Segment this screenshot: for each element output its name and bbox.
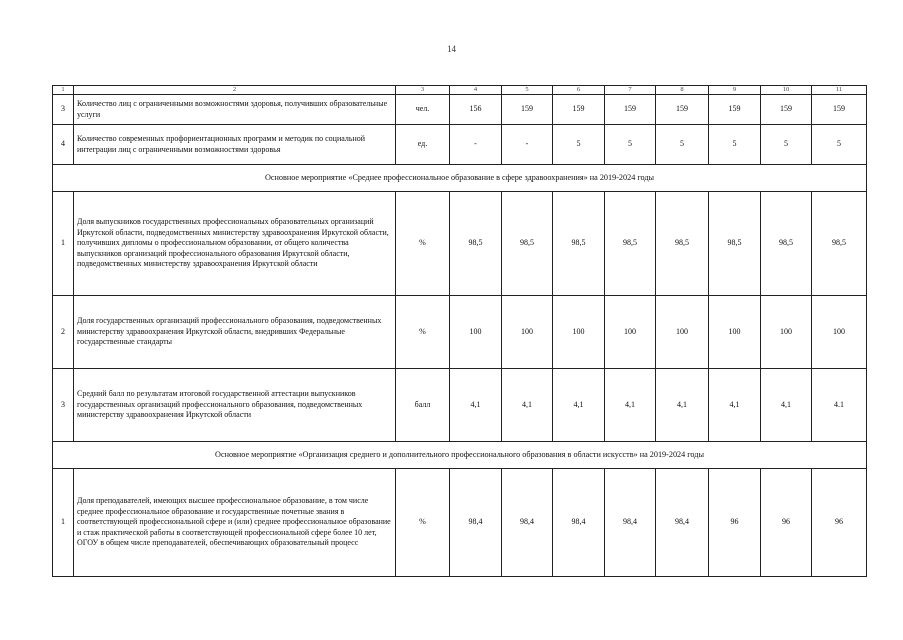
row-number: 1	[53, 192, 74, 296]
value-cell: 4,1	[553, 369, 605, 442]
section-row	[53, 165, 867, 192]
value-cell: 159	[553, 95, 605, 125]
value-cell: 100	[605, 296, 656, 369]
unit-cell: ед.	[396, 125, 450, 165]
table-row	[53, 192, 867, 296]
value-cell: 98,4	[553, 469, 605, 577]
section-row	[53, 442, 867, 469]
value-cell: 5	[812, 125, 867, 165]
value-cell: 100	[761, 296, 812, 369]
value-cell: 4,1	[709, 369, 761, 442]
value-cell: 4,1	[502, 369, 553, 442]
value-cell: 100	[553, 296, 605, 369]
indicator-name: Средний балл по результатам итоговой государственной аттестации выпускников государственных организаций профессионального образования, подведомственных министерству здравоохранения Иркутской области	[74, 369, 396, 442]
table-row	[53, 296, 867, 369]
value-cell: 98,5	[656, 192, 709, 296]
unit-cell: %	[396, 469, 450, 577]
indicator-name: Количество современных профориентационных программ и методик по социальной интеграции лиц с ограниченными возможностями здоровья	[74, 125, 396, 165]
column-number-row	[53, 86, 867, 95]
table-row	[53, 125, 867, 165]
value-cell: 98,5	[709, 192, 761, 296]
table-row	[53, 469, 867, 577]
value-cell: 4,1	[450, 369, 502, 442]
value-cell: 5	[553, 125, 605, 165]
unit-cell: %	[396, 192, 450, 296]
column-number: 4	[450, 86, 502, 95]
value-cell: 98,5	[812, 192, 867, 296]
row-number: 2	[53, 296, 74, 369]
value-cell: 96	[709, 469, 761, 577]
value-cell: 4,1	[656, 369, 709, 442]
value-cell: 156	[450, 95, 502, 125]
column-number: 6	[553, 86, 605, 95]
value-cell: -	[502, 125, 553, 165]
table-row	[53, 95, 867, 125]
value-cell: 96	[761, 469, 812, 577]
value-cell: 98,5	[761, 192, 812, 296]
row-number: 3	[53, 369, 74, 442]
section-title: Основное мероприятие «Среднее профессиональное образование в сфере здравоохранения» на 2019-2024 годы	[53, 165, 867, 192]
value-cell: 100	[450, 296, 502, 369]
indicator-name: Доля государственных организаций профессионального образования, подведомственных министерству здравоохранения Иркутской области, внедривших Федеральные государственные стандарты	[74, 296, 396, 369]
column-number: 10	[761, 86, 812, 95]
value-cell: 5	[605, 125, 656, 165]
value-cell: 98,4	[502, 469, 553, 577]
page-number: 14	[447, 44, 456, 54]
table-row	[53, 369, 867, 442]
unit-cell: %	[396, 296, 450, 369]
value-cell: 159	[502, 95, 553, 125]
column-number: 2	[74, 86, 396, 95]
row-number: 3	[53, 95, 74, 125]
unit-cell: балл	[396, 369, 450, 442]
column-number: 7	[605, 86, 656, 95]
value-cell: 100	[502, 296, 553, 369]
row-number: 1	[53, 469, 74, 577]
unit-cell: чел.	[396, 95, 450, 125]
value-cell: 159	[709, 95, 761, 125]
row-number: 4	[53, 125, 74, 165]
value-cell: 100	[656, 296, 709, 369]
value-cell: 4.1	[812, 369, 867, 442]
value-cell: 100	[709, 296, 761, 369]
value-cell: 4,1	[761, 369, 812, 442]
column-number: 8	[656, 86, 709, 95]
column-number: 9	[709, 86, 761, 95]
column-number: 3	[396, 86, 450, 95]
value-cell: 159	[656, 95, 709, 125]
value-cell: 98,4	[605, 469, 656, 577]
value-cell: 5	[761, 125, 812, 165]
value-cell: 5	[656, 125, 709, 165]
value-cell: 98,5	[605, 192, 656, 296]
value-cell: 4,1	[605, 369, 656, 442]
value-cell: -	[450, 125, 502, 165]
value-cell: 98,5	[450, 192, 502, 296]
value-cell: 98,4	[656, 469, 709, 577]
indicators-table	[52, 85, 867, 577]
column-number: 5	[502, 86, 553, 95]
value-cell: 159	[605, 95, 656, 125]
value-cell: 98,5	[502, 192, 553, 296]
indicator-name: Доля преподавателей, имеющих высшее профессиональное образование, в том числе среднее профессиональное образование и государственные почетные звания в соответствующей профессиональной сфере и (или) среднее профессиональное образование и стаж практической работы в соответствующей профессиональной сфере более 10 лет, ОГОУ в общем числе преподавателей, обеспечивающих образовательный процесс	[74, 469, 396, 577]
indicator-name: Количество лиц с ограниченными возможностями здоровья, получивших образовательные услуги	[74, 95, 396, 125]
section-title: Основное мероприятие «Организация среднего и дополнительного профессионального образования в области искусств» на 2019-2024 годы	[53, 442, 867, 469]
value-cell: 98,4	[450, 469, 502, 577]
value-cell: 5	[709, 125, 761, 165]
value-cell: 98,5	[553, 192, 605, 296]
indicator-name: Доля выпускников государственных профессиональных образовательных организаций Иркутской области, подведомственных министерству здравоохранения Иркутской области, получивших дипломы о профессиональном образовании, от общего количества выпускников организаций профессионального образования Иркутской области, подведомственных министерству здравоохранения Иркутской области	[74, 192, 396, 296]
column-number: 1	[53, 86, 74, 95]
value-cell: 96	[812, 469, 867, 577]
value-cell: 100	[812, 296, 867, 369]
column-number: 11	[812, 86, 867, 95]
value-cell: 159	[761, 95, 812, 125]
value-cell: 159	[812, 95, 867, 125]
